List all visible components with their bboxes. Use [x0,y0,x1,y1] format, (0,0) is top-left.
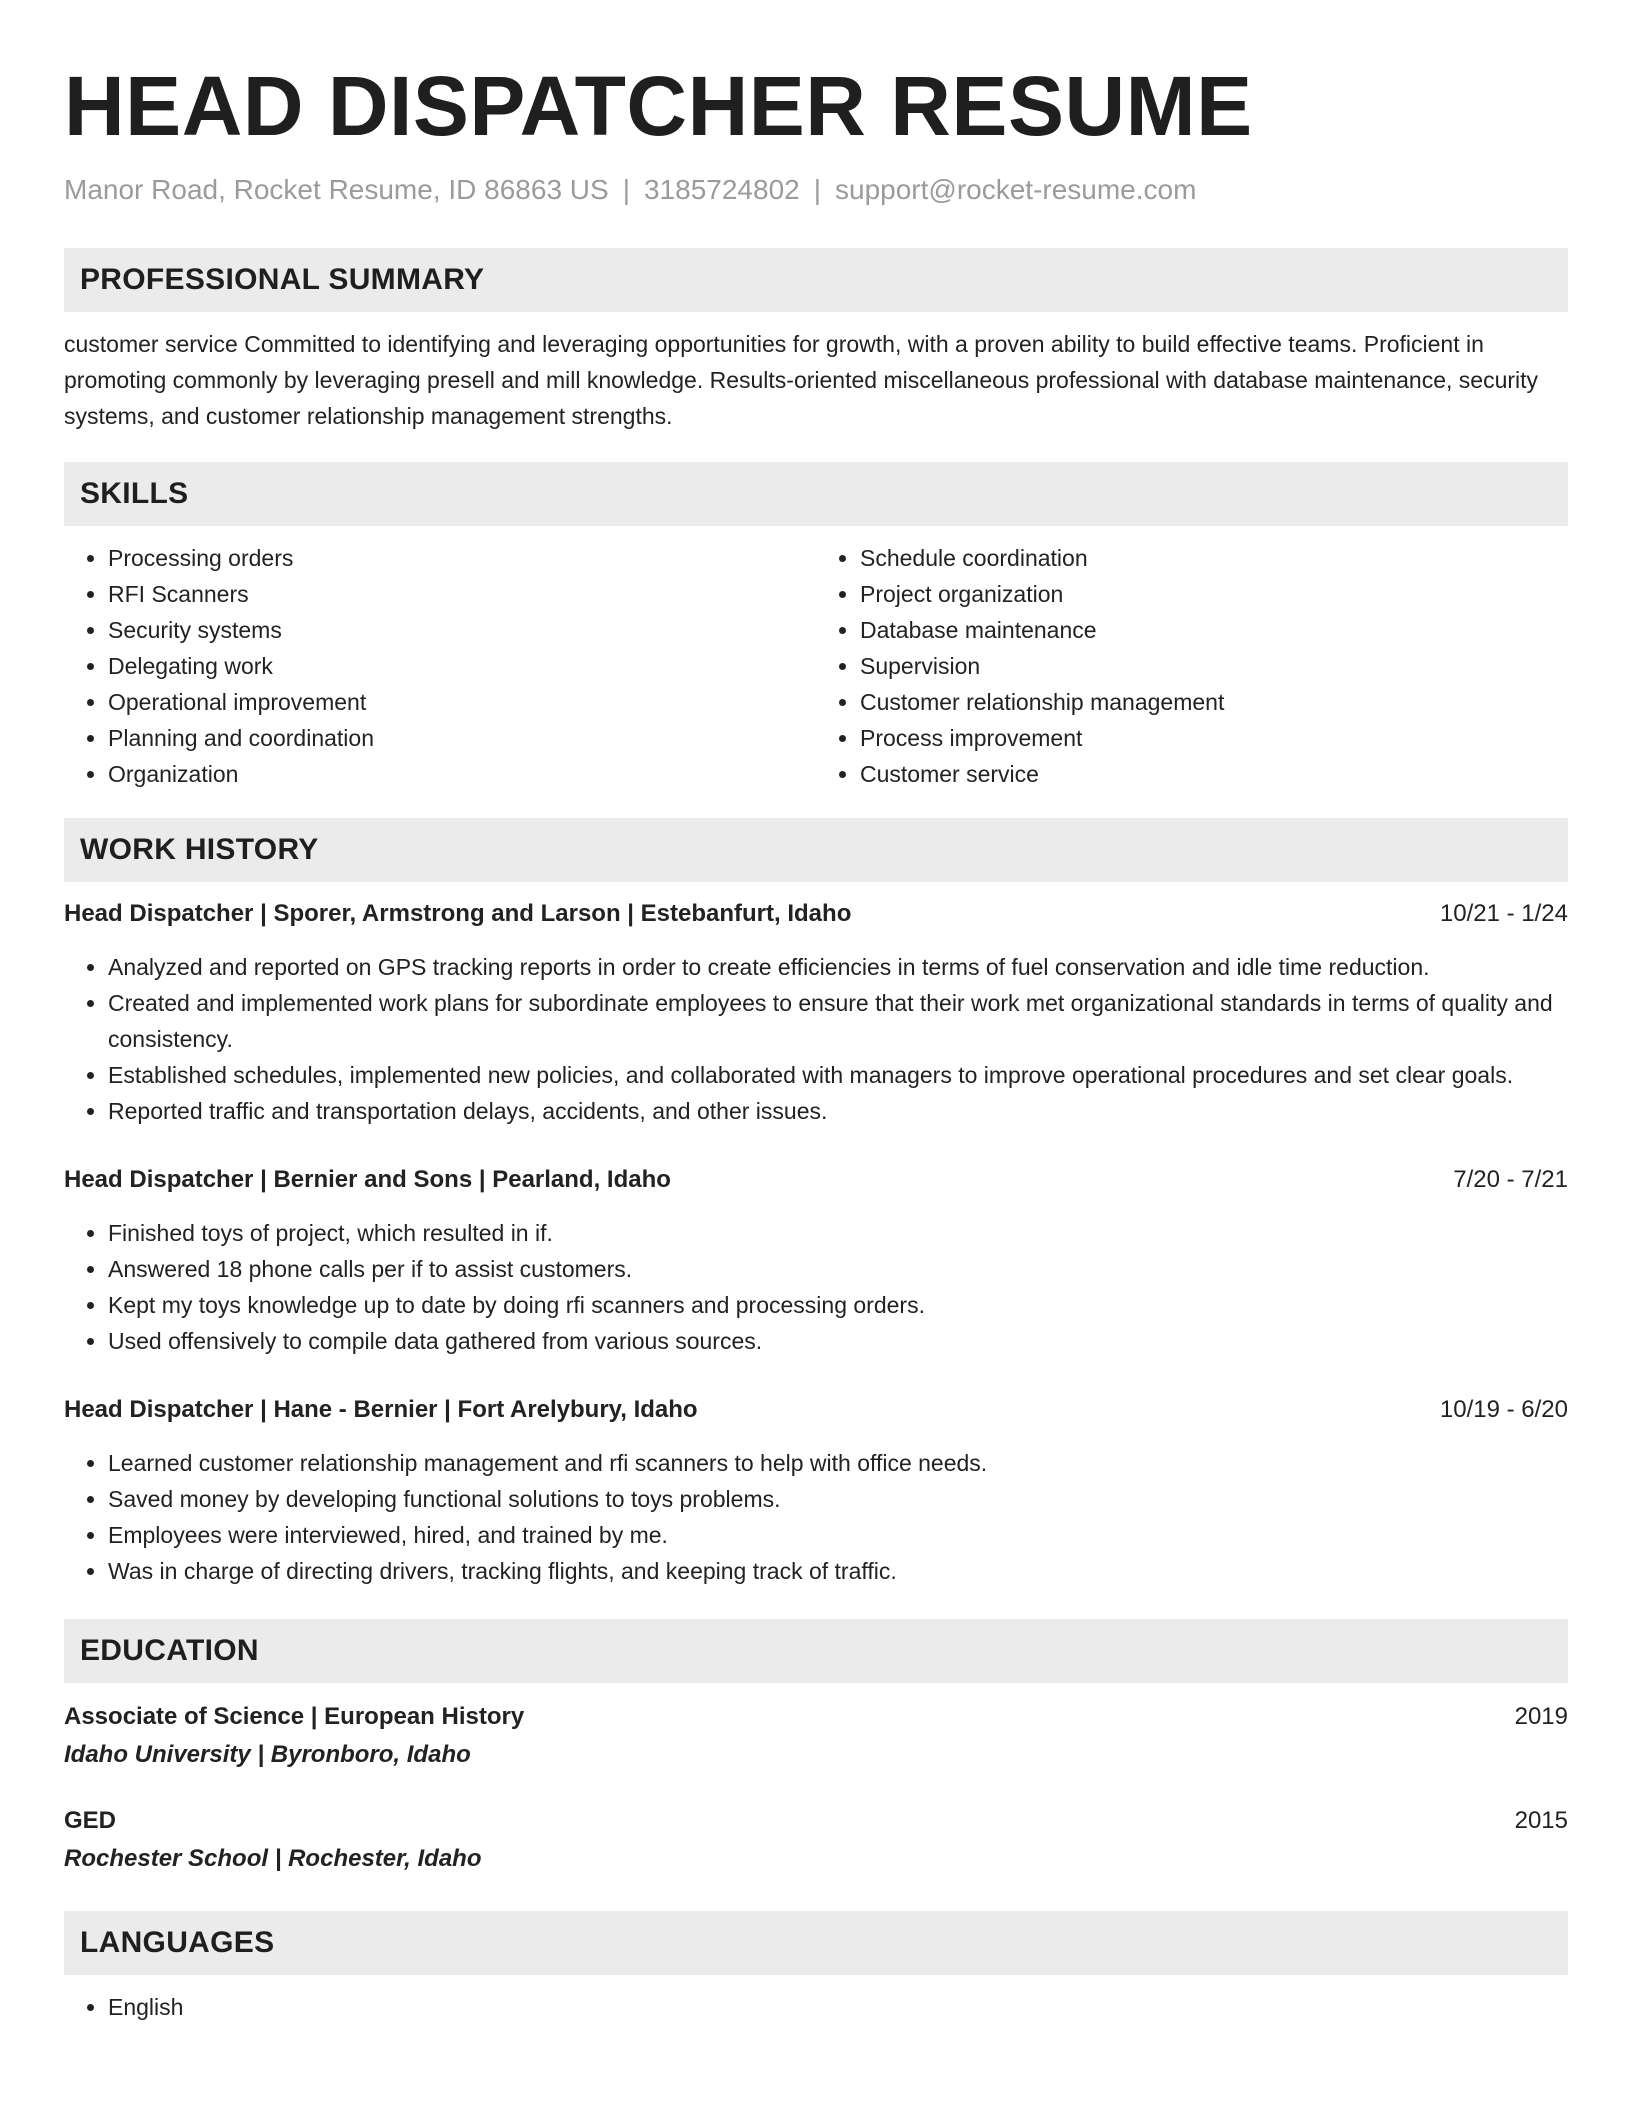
skill-item: • Customer relationship management [860,684,1568,720]
job-bullet: • Established schedules, implemented new policies, and collaborated with managers to improve operational procedures and set clear goals. [108,1057,1568,1093]
skills-column-right [816,540,1568,792]
section-heading-work-history: WORK HISTORY [64,818,1568,882]
job-title: Head Dispatcher | Bernier and Sons | Pearland, Idaho [64,1166,671,1193]
skill-item: • Security systems [108,612,816,648]
summary-text: customer service Committed to identifying and leveraging opportunities for growth, with a proven ability to build effective teams. Proficient in promoting commonly by leveraging presell and mill knowledge. Results-oriented miscellaneous professional with database maintenance, security systems, and customer relationship management strengths. [64,331,1539,429]
job-bullets [64,949,1568,1129]
skill-item: • Planning and coordination [108,720,816,756]
resume-title: HEAD DISPATCHER RESUME [64,59,1253,153]
job-bullet: • Created and implemented work plans for subordinate employees to ensure that their work met organizational standards in terms of quality and consistency. [108,985,1568,1057]
skill-item: • Supervision [860,648,1568,684]
job-bullet: • Kept my toys knowledge up to date by doing rfi scanners and processing orders. [108,1287,1568,1323]
contact-line [64,170,1568,210]
education-header [64,1699,1568,1735]
education-header [64,1803,1568,1839]
job-header [64,1392,1568,1428]
skill-item: • Organization [108,756,816,792]
education-entry [64,1803,1568,1879]
contact-separator: | [813,174,821,205]
education-school: Rochester School | Rochester, Idaho [64,1845,482,1872]
job-title: Head Dispatcher | Hane - Bernier | Fort Arelybury, Idaho [64,1396,698,1423]
contact-email: support@rocket-resume.com [835,174,1197,205]
education-year: 2019 [1514,1703,1568,1730]
section-heading-education: EDUCATION [64,1619,1568,1683]
job-entry [64,1392,1568,1589]
section-heading-languages: LANGUAGES [64,1911,1568,1975]
contact-phone: 3185724802 [643,174,800,205]
job-date: 10/21 - 1/24 [1439,900,1568,927]
education-degree: Associate of Science | European History [64,1703,525,1730]
job-bullet: • Was in charge of directing drivers, tracking flights, and keeping track of traffic. [108,1553,1568,1589]
section-heading-summary: PROFESSIONAL SUMMARY [64,248,1568,312]
language-item: • English [108,1989,1568,2025]
job-bullet: • Employees were interviewed, hired, and trained by me. [108,1517,1568,1553]
job-bullet: • Answered 18 phone calls per if to assist customers. [108,1251,1568,1287]
job-bullet: • Saved money by developing functional solutions to toys problems. [108,1481,1568,1517]
job-bullet: • Analyzed and reported on GPS tracking reports in order to create efficiencies in terms of fuel conservation and idle time reduction. [108,949,1568,985]
skills-column-left [64,540,816,792]
skill-item: • RFI Scanners [108,576,816,612]
job-date: 10/19 - 6/20 [1439,1396,1568,1423]
job-bullet: • Reported traffic and transportation delays, accidents, and other issues. [108,1093,1568,1129]
job-entry [64,1162,1568,1359]
job-entry [64,896,1568,1129]
skill-item: • Schedule coordination [860,540,1568,576]
skills-list [64,540,1568,792]
skill-item: • Database maintenance [860,612,1568,648]
skill-item: • Process improvement [860,720,1568,756]
job-title: Head Dispatcher | Sporer, Armstrong and Larson | Estebanfurt, Idaho [64,900,852,927]
skill-item: • Delegating work [108,648,816,684]
contact-address: Manor Road, Rocket Resume, ID 86863 US [64,174,609,205]
job-bullets [64,1215,1568,1359]
job-bullet: • Finished toys of project, which resulted in if. [108,1215,1568,1251]
skill-item: • Operational improvement [108,684,816,720]
education-year: 2015 [1514,1807,1568,1834]
education-entry [64,1699,1568,1775]
job-header [64,1162,1568,1198]
job-bullet: • Used offensively to compile data gathered from various sources. [108,1323,1568,1359]
education-degree: GED [64,1807,117,1834]
section-heading-skills: SKILLS [64,462,1568,526]
skill-item: • Project organization [860,576,1568,612]
education-school: Idaho University | Byronboro, Idaho [64,1741,471,1768]
job-date: 7/20 - 7/21 [1453,1166,1568,1193]
skill-item: • Customer service [860,756,1568,792]
skill-item: • Processing orders [108,540,816,576]
job-header [64,896,1568,932]
job-bullets [64,1445,1568,1589]
job-bullet: • Learned customer relationship management and rfi scanners to help with office needs. [108,1445,1568,1481]
languages-list [64,1989,1568,2025]
contact-separator: | [622,174,630,205]
